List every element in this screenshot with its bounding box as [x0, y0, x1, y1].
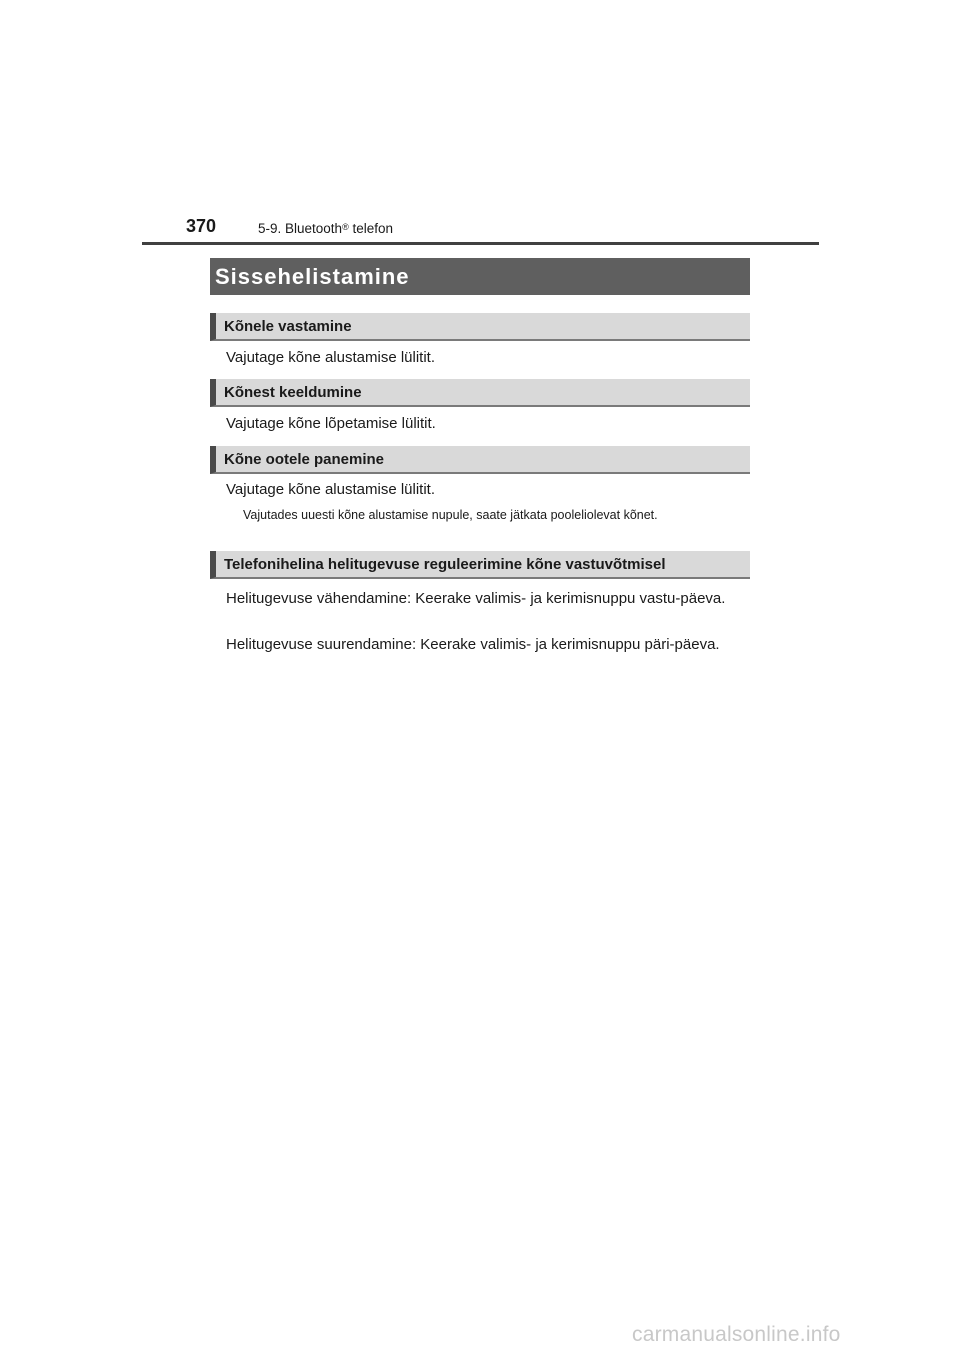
section-heading-hold-call [210, 446, 750, 474]
section-text-hold-call: Vajutage kõne alustamise lülitit. [226, 481, 436, 498]
page-title: Sissehelistamine [215, 264, 410, 289]
volume-increase-paragraph: Helitugevuse suurendamine: Keerake valimis- ja kerimisnuppu päri-päeva. [226, 636, 720, 653]
page-number: 370 [186, 216, 217, 236]
page-header [0, 0, 960, 250]
watermark-text: carmanualsonline.info [632, 1323, 841, 1346]
section-path-suffix: telefon [348, 221, 393, 236]
section-heading-answer-call [210, 313, 750, 341]
section-path-prefix: 5-9. Bluetooth [258, 221, 343, 236]
section-heading-label: Kõne ootele panemine [224, 451, 385, 468]
section-heading-ringtone-volume [210, 551, 750, 579]
section-note-hold-call: Vajutades uuesti kõne alustamise nupule, saate jätkata pooleliolevat kõnet. [243, 508, 658, 522]
section-breadcrumb [258, 221, 393, 236]
registered-mark: ® [342, 222, 349, 232]
section-text-reject-call: Vajutage kõne lõpetamise lülitit. [226, 415, 436, 432]
page-title-bar [210, 258, 750, 295]
section-heading-label: Telefonihelina helitugevuse reguleerimine kõne vastuvõtmisel [224, 556, 666, 573]
section-heading-label: Kõnele vastamine [224, 318, 352, 335]
volume-decrease-paragraph: Helitugevuse vähendamine: Keerake valimis- ja kerimisnuppu vastu-päeva. [226, 590, 726, 607]
section-heading-reject-call [210, 379, 750, 407]
section-heading-label: Kõnest keeldumine [224, 384, 362, 401]
header-divider [142, 242, 819, 245]
section-text-answer-call: Vajutage kõne alustamise lülitit. [226, 349, 436, 366]
